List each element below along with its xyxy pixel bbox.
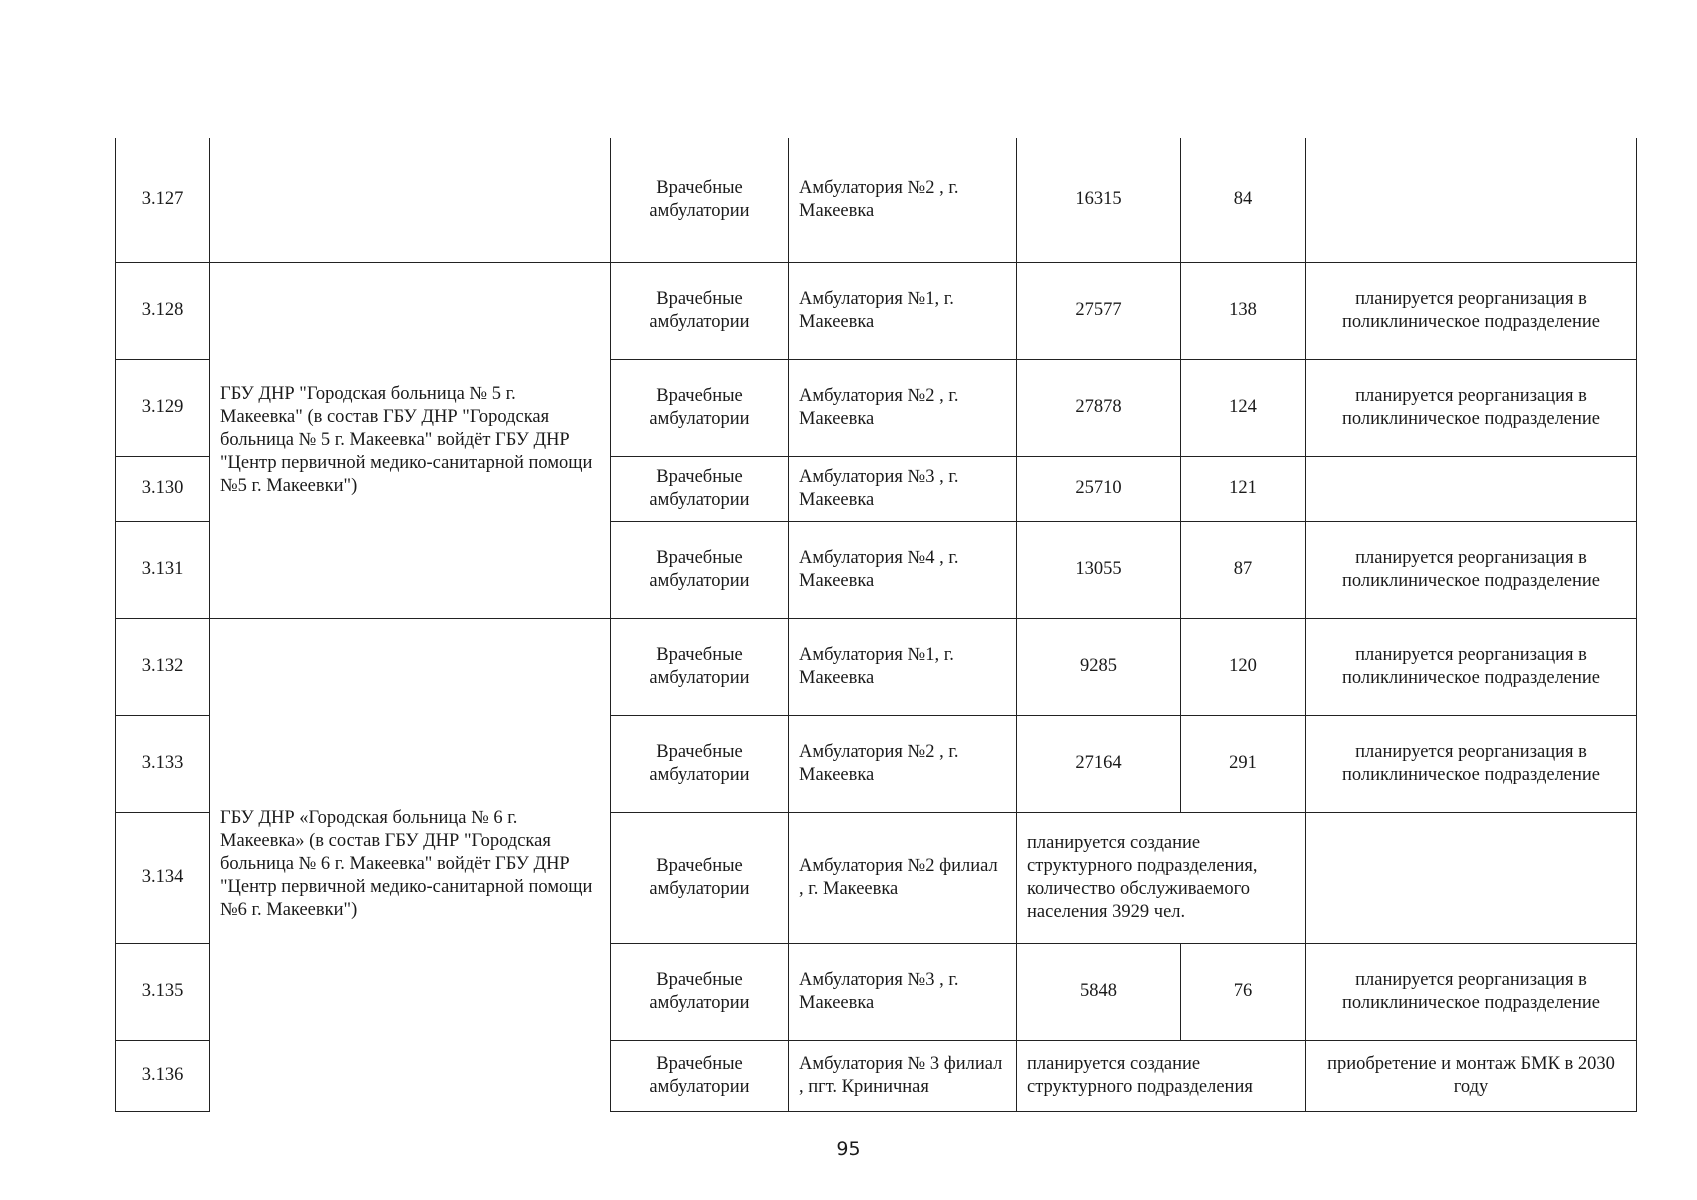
visits-value: 124 [1181, 359, 1306, 456]
facility-name: Амбулатория №2 , г. Макеевка [789, 138, 1017, 262]
note-cell: планируется реорганизация в поликлиническое подразделение [1306, 521, 1637, 618]
visits-value: 76 [1181, 943, 1306, 1040]
note-cell: планируется реорганизация в поликлиническое подразделение [1306, 262, 1637, 359]
facility-type: Врачебные амбулатории [611, 359, 789, 456]
row-number: 3.132 [116, 618, 210, 715]
note-cell: планируется реорганизация в поликлиническое подразделение [1306, 943, 1637, 1040]
table-row [116, 138, 1637, 262]
facility-name: Амбулатория №3 , г. Макеевка [789, 943, 1017, 1040]
note-cell: планируется реорганизация в поликлиническое подразделение [1306, 715, 1637, 812]
facility-type: Врачебные амбулатории [611, 521, 789, 618]
population-value: 27878 [1017, 359, 1181, 456]
plan-cell: планируется создание структурного подразделения, количество обслуживаемого населения 3929 чел. [1017, 812, 1306, 943]
facility-name: Амбулатория №4 , г. Макеевка [789, 521, 1017, 618]
facility-name: Амбулатория № 3 филиал , пгт. Криничная [789, 1040, 1017, 1111]
visits-value: 120 [1181, 618, 1306, 715]
facility-type: Врачебные амбулатории [611, 715, 789, 812]
plan-cell: планируется создание структурного подразделения [1017, 1040, 1306, 1111]
population-value: 27577 [1017, 262, 1181, 359]
facility-name: Амбулатория №1, г. Макеевка [789, 262, 1017, 359]
population-value: 25710 [1017, 456, 1181, 521]
facility-name: Амбулатория №2 филиал , г. Макеевка [789, 812, 1017, 943]
visits-value: 87 [1181, 521, 1306, 618]
row-number: 3.129 [116, 359, 210, 456]
facility-type: Врачебные амбулатории [611, 943, 789, 1040]
visits-value: 291 [1181, 715, 1306, 812]
facility-name: Амбулатория №2 , г. Макеевка [789, 715, 1017, 812]
facility-name: Амбулатория №1, г. Макеевка [789, 618, 1017, 715]
note-cell [1306, 812, 1637, 943]
facility-name: Амбулатория №2 , г. Макеевка [789, 359, 1017, 456]
page-number: 95 [836, 1138, 861, 1160]
row-number: 3.131 [116, 521, 210, 618]
facility-type: Врачебные амбулатории [611, 138, 789, 262]
row-number: 3.130 [116, 456, 210, 521]
organization-cell: ГБУ ДНР «Городская больница № 6 г. Макеевка» (в состав ГБУ ДНР "Городская больница № 6 г. Макеевка" войдёт ГБУ ДНР "Центр первичной медико-санитарной помощи №6 г. Макеевки") [210, 618, 611, 1111]
row-number: 3.127 [116, 138, 210, 262]
organization-cell: ГБУ ДНР "Городская больница № 5 г. Макеевка" (в состав ГБУ ДНР "Городская больница № 5 г. Макеевка" войдёт ГБУ ДНР "Центр первичной медико-санитарной помощи №5 г. Макеевки") [210, 262, 611, 618]
document-table [115, 138, 1637, 1112]
note-cell [1306, 456, 1637, 521]
population-value: 9285 [1017, 618, 1181, 715]
row-number: 3.134 [116, 812, 210, 943]
organization-cell [210, 138, 611, 262]
population-value: 16315 [1017, 138, 1181, 262]
row-number: 3.133 [116, 715, 210, 812]
row-number: 3.128 [116, 262, 210, 359]
facility-type: Врачебные амбулатории [611, 262, 789, 359]
visits-value: 84 [1181, 138, 1306, 262]
facility-type: Врачебные амбулатории [611, 456, 789, 521]
table-row [116, 262, 1637, 359]
facility-type: Врачебные амбулатории [611, 618, 789, 715]
note-cell: приобретение и монтаж БМК в 2030 году [1306, 1040, 1637, 1111]
facility-type: Врачебные амбулатории [611, 1040, 789, 1111]
facility-type: Врачебные амбулатории [611, 812, 789, 943]
row-number: 3.136 [116, 1040, 210, 1111]
visits-value: 121 [1181, 456, 1306, 521]
note-cell: планируется реорганизация в поликлиническое подразделение [1306, 618, 1637, 715]
note-cell: планируется реорганизация в поликлиническое подразделение [1306, 359, 1637, 456]
row-number: 3.135 [116, 943, 210, 1040]
population-value: 13055 [1017, 521, 1181, 618]
table-row [116, 618, 1637, 715]
visits-value: 138 [1181, 262, 1306, 359]
facility-name: Амбулатория №3 , г. Макеевка [789, 456, 1017, 521]
population-value: 27164 [1017, 715, 1181, 812]
note-cell [1306, 138, 1637, 262]
population-value: 5848 [1017, 943, 1181, 1040]
